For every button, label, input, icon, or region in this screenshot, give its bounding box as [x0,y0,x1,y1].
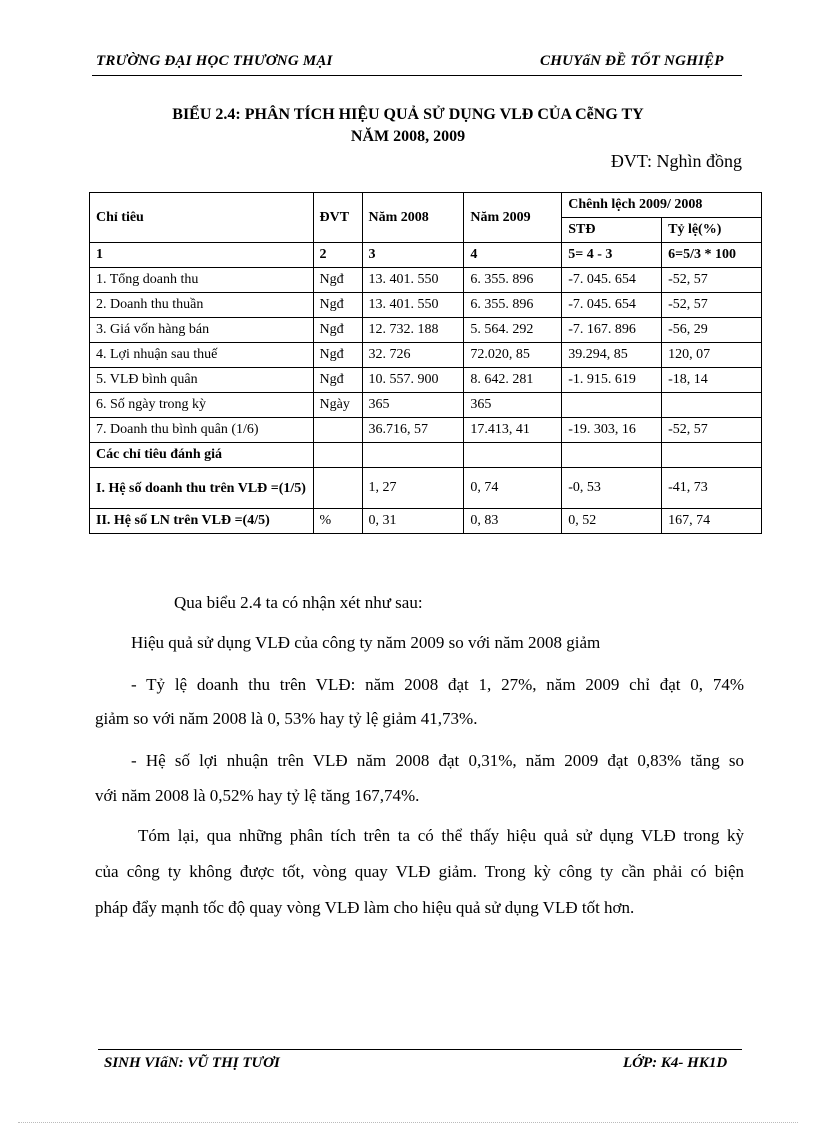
table-cell: 2 [313,243,362,268]
table-cell: 13. 401. 550 [362,268,464,293]
table-cell: 120, 07 [662,343,762,368]
efficiency-table [89,192,762,534]
table-cell: 1, 27 [362,468,464,509]
table-cell [562,393,662,418]
table-cell: -7. 045. 654 [562,293,662,318]
table-cell: 1. Tổng doanh thu [90,268,314,293]
table-cell: 5. VLĐ bình quân [90,368,314,393]
table-cell: -52, 57 [662,293,762,318]
table-cell [313,468,362,509]
table-cell: 6. 355. 896 [464,293,562,318]
th-dvt: ĐVT [313,193,362,243]
header-rule [92,75,742,76]
table-cell: 5. 564. 292 [464,318,562,343]
table-cell: -0, 53 [562,468,662,509]
table-row [90,293,762,318]
table-cell: 32. 726 [362,343,464,368]
table-cell: 365 [362,393,464,418]
table-index-row [90,243,762,268]
table-row [90,418,762,443]
table-row [90,509,762,534]
table-cell: Ngđ [313,268,362,293]
table-cell [313,443,362,468]
table-cell: 72.020, 85 [464,343,562,368]
table-title-line2: NĂM 2008, 2009 [350,128,466,145]
footer-rule [98,1049,742,1050]
table-cell: 6. 355. 896 [464,268,562,293]
th-nam-2009: Năm 2009 [464,193,562,243]
table-cell: 3 [362,243,464,268]
table-cell: -7. 045. 654 [562,268,662,293]
table-cell [362,443,464,468]
table-section-row [90,443,762,468]
table-cell: 3. Giá vốn hàng bán [90,318,314,343]
table-cell: I. Hệ số doanh thu trên VLĐ =(1/5) [90,468,314,509]
table-cell: 0, 52 [562,509,662,534]
table-cell: 4 [464,243,562,268]
table-cell: Ngđ [313,318,362,343]
table-row [90,468,762,509]
section-label: Các chỉ tiêu đánh giá [90,443,314,468]
table-cell: 13. 401. 550 [362,293,464,318]
table-cell: Ngđ [313,343,362,368]
paragraph-profit-line1: - Hệ số lợi nhuận trên VLĐ năm 2008 đạt 0,31%, năm 2009 đạt 0,83% tăng so [131,751,744,770]
table-cell: % [313,509,362,534]
table-cell: -52, 57 [662,268,762,293]
table-cell: -41, 73 [662,468,762,509]
table-cell [464,443,562,468]
table-cell [662,393,762,418]
table-cell: Ngày [313,393,362,418]
table-cell: 36.716, 57 [362,418,464,443]
table-cell: 1 [90,243,314,268]
table-cell: Ngđ [313,293,362,318]
table-cell: -1. 915. 619 [562,368,662,393]
table-cell: 8. 642. 281 [464,368,562,393]
paragraph-profit-line2: với năm 2008 là 0,52% hay tỷ lệ tăng 167,74%. [95,786,420,805]
th-std: STĐ [562,218,662,243]
paragraph-revenue-line2: giảm so với năm 2008 là 0, 53% hay tỷ lệ giảm 41,73%. [95,709,478,728]
table-row [90,393,762,418]
paragraph-conclusion-line1: Tóm lại, qua những phân tích trên ta có thể thấy hiệu quả sử dụng VLĐ trong kỳ [138,826,744,845]
table-cell [562,443,662,468]
table-cell [313,418,362,443]
table-cell: 0, 31 [362,509,464,534]
table-cell [662,443,762,468]
table-cell: 7. Doanh thu bình quân (1/6) [90,418,314,443]
th-chi-tieu: Chỉ tiêu [90,193,314,243]
table-cell: -19. 303, 16 [562,418,662,443]
paragraph-conclusion-line3: pháp đẩy mạnh tốc độ quay vòng VLĐ làm cho hiệu quả sử dụng VLĐ tốt hơn. [95,898,635,917]
table-row [90,268,762,293]
table-cell: 365 [464,393,562,418]
table-cell: 12. 732. 188 [362,318,464,343]
table-cell: 6. Số ngày trong kỳ [90,393,314,418]
table-cell: 5= 4 - 3 [562,243,662,268]
table-cell: 39.294, 85 [562,343,662,368]
table-row [90,368,762,393]
table-cell: 2. Doanh thu thuần [90,293,314,318]
table-cell: 0, 74 [464,468,562,509]
paragraph-revenue-line1: - Tỷ lệ doanh thu trên VLĐ: năm 2008 đạt 1, 27%, năm 2009 chỉ đạt 0, 74% [131,675,744,694]
table-cell: 167, 74 [662,509,762,534]
table-cell: 0, 83 [464,509,562,534]
footer-class: LỚP: K4- HK1D [623,1055,728,1071]
table-row [90,343,762,368]
paragraph-intro: Qua biểu 2.4 ta có nhận xét như sau: [174,593,423,612]
th-ty-le: Tỷ lệ(%) [662,218,762,243]
table-cell: 6=5/3 * 100 [662,243,762,268]
table-cell: -18, 14 [662,368,762,393]
paragraph-conclusion-line2: của công ty không được tốt, vòng quay VLĐ giảm. Trong kỳ công ty cần phải có biện [95,862,744,881]
th-nam-2008: Năm 2008 [362,193,464,243]
table-cell: -52, 57 [662,418,762,443]
table-cell: 10. 557. 900 [362,368,464,393]
table-cell: -56, 29 [662,318,762,343]
header-subject: CHUYấN ĐỀ TỐT NGHIỆP [540,53,724,69]
header-school: TRƯỜNG ĐẠI HỌC THƯƠNG MẠI [96,53,333,69]
table-cell: II. Hệ số LN trên VLĐ =(4/5) [90,509,314,534]
table-cell: 17.413, 41 [464,418,562,443]
table-title-line1: BIỂU 2.4: PHÂN TÍCH HIỆU QUẢ SỬ DỤNG VLĐ CỦA CễNG TY [172,106,644,123]
footer-student: SINH VIấN: VŨ THỊ TƯƠI [104,1055,280,1071]
table-row [90,318,762,343]
table-cell: 4. Lợi nhuận sau thuế [90,343,314,368]
table-cell: -7. 167. 896 [562,318,662,343]
paragraph-summary: Hiệu quả sử dụng VLĐ của công ty năm 2009 so với năm 2008 giảm [131,633,601,652]
table-cell: Ngđ [313,368,362,393]
th-chenh-lech: Chênh lệch 2009/ 2008 [562,193,762,218]
unit-label: ĐVT: Nghìn đồng [610,151,742,171]
